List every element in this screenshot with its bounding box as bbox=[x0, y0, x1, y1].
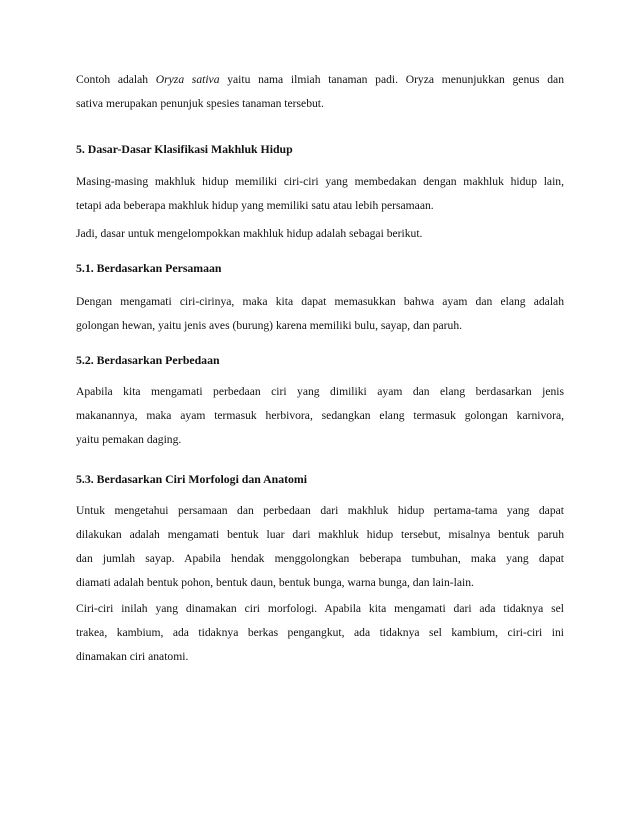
section-5-3-paragraph-2 bbox=[76, 597, 564, 669]
section-5-3-p2-line-1: Ciri-ciri inilah yang dinamakan ciri morfologi. Apabila kita mengamati dari ada tidaknya sel bbox=[76, 602, 564, 615]
section-5-3-p1-line-2: dilakukan adalah mengamati bentuk luar dari makhluk hidup tersebut, misalnya bentuk paruh bbox=[76, 528, 564, 541]
section-5-3-p1-line-1: Untuk mengetahui persamaan dan perbedaan dari makhluk hidup pertama-tama yang dapat bbox=[76, 504, 564, 517]
intro-paragraph bbox=[76, 68, 564, 116]
section-5-1-heading: 5.1. Berdasarkan Persamaan bbox=[76, 261, 222, 275]
section-5-1-line-1: Dengan mengamati ciri-cirinya, maka kita dapat memasukkan bahwa ayam dan elang adalah bbox=[76, 295, 564, 308]
section-5-3-p1-line-3: dan jumlah sayap. Apabila hendak menggolongkan beberapa tumbuhan, maka yang dapat bbox=[76, 552, 564, 565]
section-5-1-paragraph bbox=[76, 290, 564, 338]
section-5-p1-line-2: tetapi ada beberapa makhluk hidup yang memiliki satu atau lebih persamaan. bbox=[76, 199, 434, 212]
intro-line-2: sativa merupakan penunjuk spesies tanaman tersebut. bbox=[76, 97, 324, 110]
intro-text-b: yaitu nama ilmiah tanaman padi. Oryza menunjukkan genus dan bbox=[219, 73, 564, 86]
section-5-2-paragraph bbox=[76, 380, 564, 452]
section-5-2-line-2: makanannya, maka ayam termasuk herbivora, sedangkan elang termasuk golongan karnivora, bbox=[76, 409, 564, 422]
section-5-1-line-2: golongan hewan, yaitu jenis aves (burung) karena memiliki bulu, sayap, dan paruh. bbox=[76, 319, 463, 332]
section-5-2-line-1: Apabila kita mengamati perbedaan ciri yang dimiliki ayam dan elang berdasarkan jenis bbox=[76, 385, 564, 398]
section-5-3-heading: 5.3. Berdasarkan Ciri Morfologi dan Anatomi bbox=[76, 472, 308, 486]
section-5-paragraph-1 bbox=[76, 170, 564, 218]
section-5-3-p1-line-4: diamati adalah bentuk pohon, bentuk daun, bentuk bunga, warna bunga, dan lain-lain. bbox=[76, 576, 474, 589]
section-5-2-heading: 5.2. Berdasarkan Perbedaan bbox=[76, 353, 220, 367]
intro-text-a: Contoh adalah bbox=[76, 73, 156, 86]
scientific-name: Oryza sativa bbox=[155, 73, 220, 86]
section-5-3-p2-line-3: dinamakan ciri anatomi. bbox=[76, 650, 189, 663]
section-5-3-p2-line-2: trakea, kambium, ada tidaknya berkas pengangkut, ada tidaknya sel kambium, ciri-ciri ini bbox=[76, 626, 564, 639]
section-5-3-paragraph-1 bbox=[76, 499, 564, 595]
section-5-paragraph-2 bbox=[76, 222, 564, 246]
section-5-p1-line-1: Masing-masing makhluk hidup memiliki ciri-ciri yang membedakan dengan makhluk hidup lain, bbox=[76, 175, 564, 188]
section-5-2-line-3: yaitu pemakan daging. bbox=[76, 433, 182, 446]
section-5-heading: 5. Dasar-Dasar Klasifikasi Makhluk Hidup bbox=[76, 142, 293, 156]
intro-line-1 bbox=[76, 68, 564, 92]
section-5-p2-line-1: Jadi, dasar untuk mengelompokkan makhluk hidup adalah sebagai berikut. bbox=[76, 227, 423, 240]
